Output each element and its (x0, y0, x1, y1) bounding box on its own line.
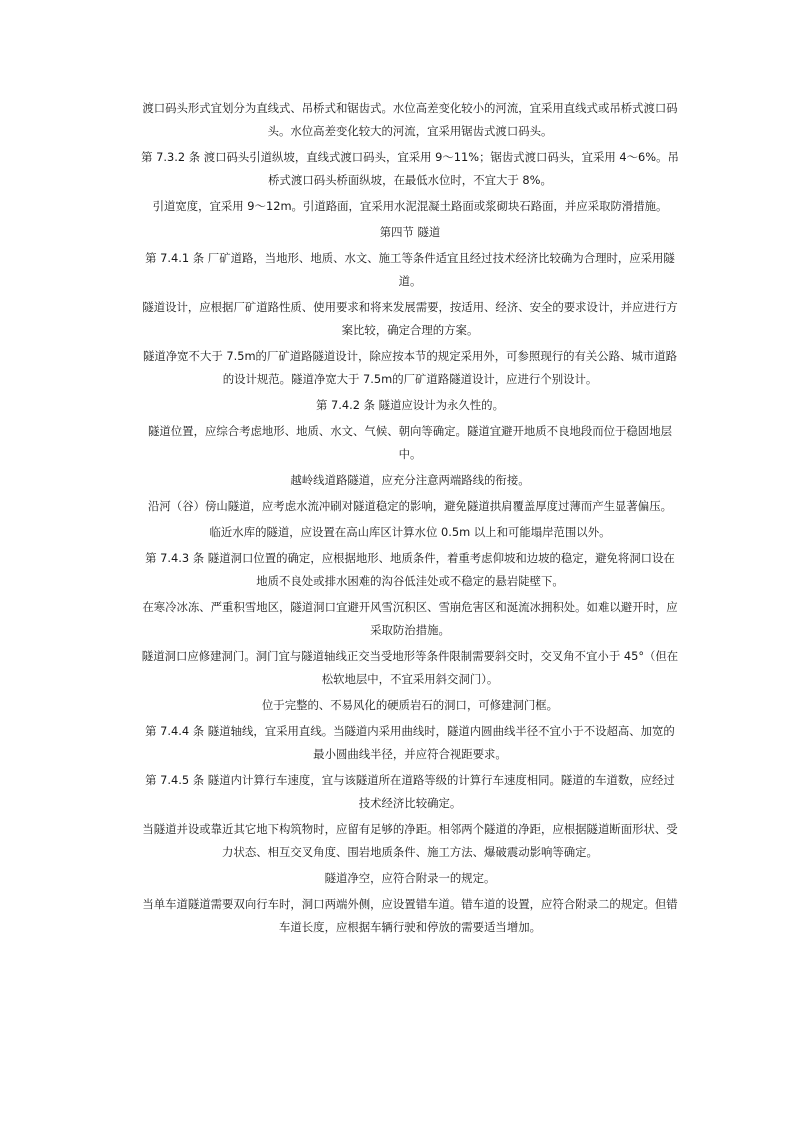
paragraph-tunnel-portal: 隧道洞口应修建洞门。洞门宜与隧道轴线正交当受地形等条件限制需要斜交时，交叉角不宜小于 45°（但在松软地层中，不宜采用斜交洞门）。 (141, 649, 679, 686)
paragraph-ridge-tunnel: 越岭线道路隧道，应充分注意两端路线的衔接。 (290, 473, 530, 487)
paragraph-cold-region: 在寒冷冰冻、严重积雪地区，隧道洞口宜避开风雪沉积区、雪崩危害区和涎流冰拥积处。如难以避开时，应采取防治措施。 (142, 600, 678, 637)
paragraph-tunnel-clearance: 隧道净空，应符合附录一的规定。 (324, 871, 496, 885)
paragraph-passing-bay: 当单车道隧道需要双向行车时，洞口两端外侧，应设置错车道。错车道的设置，应符合附录二的规定。但错车道长度，应根据车辆行驶和停放的需要适当增加。 (142, 897, 678, 934)
paragraph-tunnel-width: 隧道净宽不大于 7.5m的厂矿道路隧道设计，除应按本节的规定采用外，可参照现行的有关公路、城市道路的设计规范。隧道净宽大于 7.5m的厂矿道路隧道设计，应进行个别设计。 (142, 349, 678, 386)
paragraph-ferry-dock-types: 渡口码头形式宜划分为直线式、吊桥式和锯齿式。水位高差变化较小的河流，宜采用直线式或吊桥式渡口码头。水位高差变化较大的河流，宜采用锯齿式渡口码头。 (142, 101, 678, 138)
paragraph-riverside-tunnel: 沿河（谷）傍山隧道，应考虑水流冲刷对隧道稳定的影响，避免隧道拱肩覆盖厚度过薄而产生显著偏压。 (148, 499, 672, 513)
paragraph-article-7-4-1: 第 7.4.1 条 厂矿道路，当地形、地质、水文、施工等条件适宜且经过技术经济比较确为合理时，应采用隧道。 (145, 251, 675, 288)
document-page (140, 97, 680, 942)
paragraph-portal-frame: 位于完整的、不易风化的硬质岩石的洞口，可修建洞门框。 (261, 698, 559, 712)
paragraph-article-7-4-2: 第 7.4.2 条 隧道应设计为永久性的。 (316, 398, 504, 412)
paragraph-tunnel-design: 隧道设计，应根据厂矿道路性质、使用要求和将来发展需要，按适用、经济、安全的要求设计，并应进行方案比较，确定合理的方案。 (142, 300, 678, 337)
paragraph-article-7-4-4: 第 7.4.4 条 隧道轴线，宜采用直线。当隧道内采用曲线时，隧道内圆曲线半径不宜小于不设超高、加宽的最小圆曲线半径，并应符合视距要求。 (145, 724, 675, 761)
section-heading-tunnel: 第四节 隧道 (379, 225, 441, 239)
paragraph-approach-width: 引道宽度，宜采用 9～12m。引道路面，宜采用水泥混凝土路面或浆砌块石路面，并应采取防滑措施。 (152, 199, 668, 213)
paragraph-tunnel-location: 隧道位置，应综合考虑地形、地质、水文、气候、朝向等确定。隧道宜避开地质不良地段而位于稳固地层中。 (148, 424, 672, 461)
paragraph-reservoir-tunnel: 临近水库的隧道，应设置在高山库区计算水位 0.5m 以上和可能塌岸范围以外。 (209, 525, 611, 539)
paragraph-tunnel-spacing: 当隧道并设或靠近其它地下构筑物时，应留有足够的净距。相邻两个隧道的净距，应根据隧道断面形状、受力状态、相互交叉角度、围岩地质条件、施工方法、爆破震动影响等确定。 (142, 822, 678, 859)
paragraph-article-7-4-3: 第 7.4.3 条 隧道洞口位置的确定，应根据地形、地质条件，着重考虑仰坡和边坡的稳定，避免将洞口设在地质不良处或排水困难的沟谷低洼处或不稳定的悬岩陡壁下。 (145, 551, 675, 588)
paragraph-article-7-3-2: 第 7.3.2 条 渡口码头引道纵坡，直线式渡口码头，宜采用 9～11%；锯齿式渡口码头，宜采用 4～6%。吊桥式渡口码头桥面纵坡，在最低水位时，不宜大于 8%。 (141, 150, 679, 187)
paragraph-article-7-4-5: 第 7.4.5 条 隧道内计算行车速度，宜与该隧道所在道路等级的计算行车速度相同。隧道的车道数，应经过技术经济比较确定。 (145, 773, 675, 810)
